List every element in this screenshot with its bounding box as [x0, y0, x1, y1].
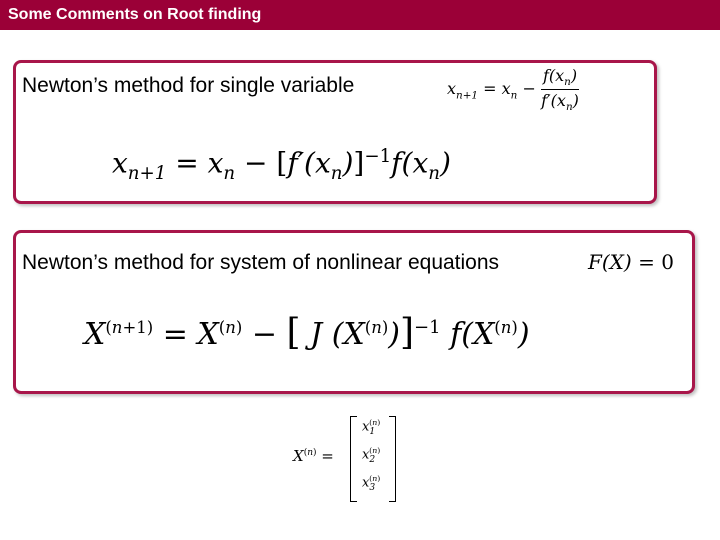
newton-fraction-formula: $x_{n+1} = x_n$ − $\frac{f(x_n)}{f'(x_n)}$	[447, 66, 579, 114]
vector-left-bracket	[350, 416, 357, 502]
solution-column-vector	[350, 416, 396, 500]
single-variable-label: Newton’s method for single variable	[22, 74, 355, 97]
vector-entry-3: $x_3^{(n)}$	[362, 474, 381, 493]
vector-entry-1: $x_1^{(n)}$	[362, 418, 381, 437]
vector-definition-lhs: $X^{(n)}$ =	[293, 447, 334, 465]
vector-entry-2: $x_2^{(n)}$	[362, 446, 381, 465]
title-bar	[0, 0, 720, 30]
slide-title: Some Comments on Root finding	[8, 6, 262, 23]
system-label: Newton’s method for system of nonlinear equations	[22, 251, 500, 274]
system-equation: F(X) = 0	[588, 250, 674, 274]
newton-system-formula: $X^{(n+1)} = X^{(n)}$ − [ J $(X^{(n)})]^{-1}$ $f(X^{(n)})$	[84, 312, 530, 353]
vector-right-bracket	[389, 416, 396, 502]
newton-inverse-formula: $x_{n+1} = x_n - [f'(x_n)]^{-1}f(x_n)$	[112, 146, 451, 184]
